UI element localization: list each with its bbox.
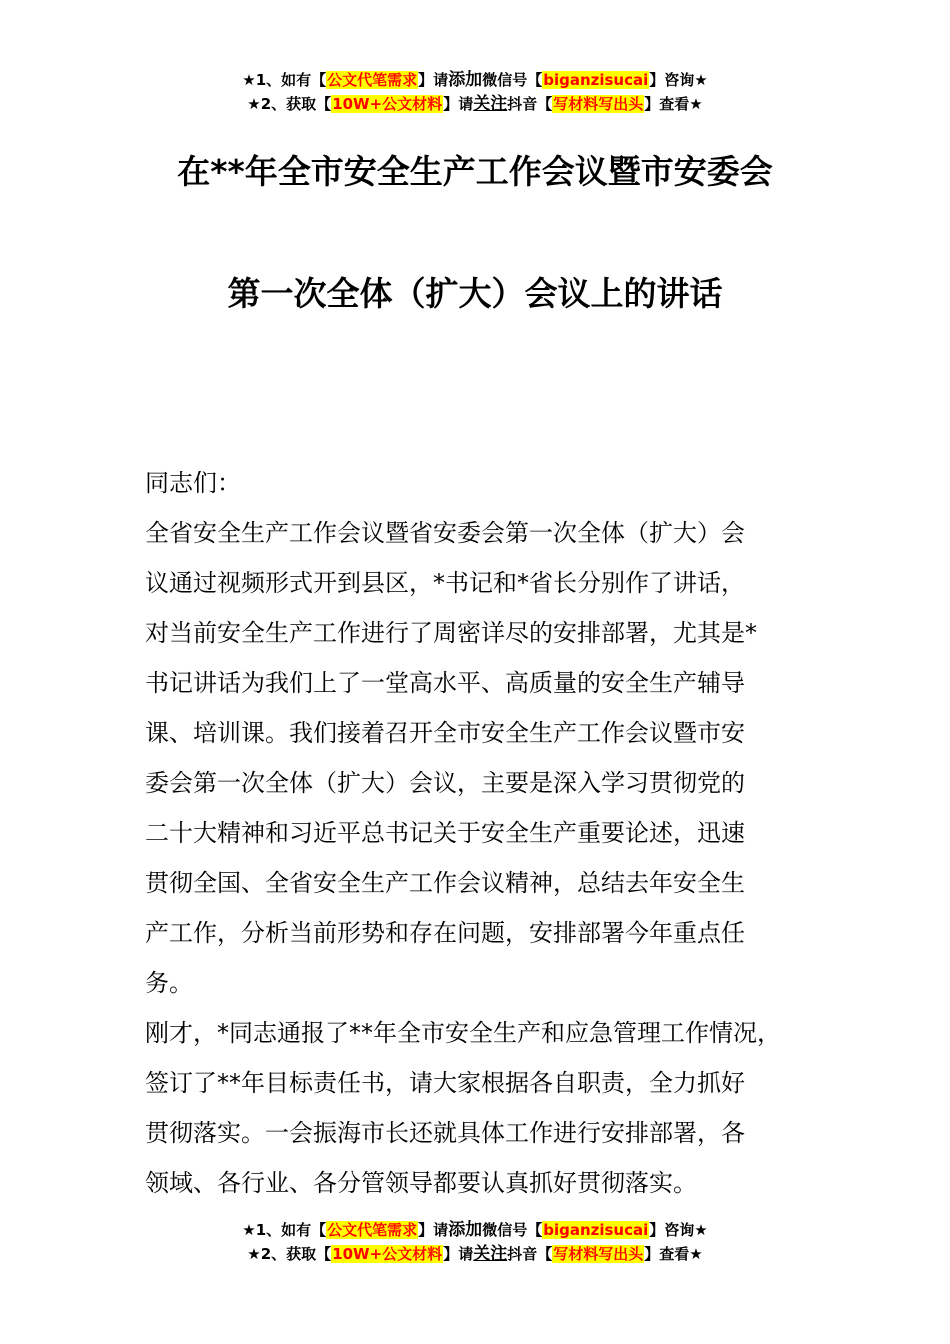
paragraph-line: 贯彻全国、全省安全生产工作会议精神，总结去年安全生 [145,869,745,897]
banner-text: 】咨询★ [649,1221,708,1239]
paragraph-line: 委会第一次全体（扩大）会议，主要是深入学习贯彻党的 [145,769,745,797]
paragraph-line: 课、培训课。我们接着召开全市安全生产工作会议暨市安 [145,719,745,747]
paragraph-line: 二十大精神和习近平总书记关于安全生产重要论述，迅速 [145,819,745,847]
banner-text: 抖音【 [507,95,553,113]
paragraph-line: 对当前安全生产工作进行了周密详尽的安排部署，尤其是* [145,619,757,647]
banner-highlight: 10W+公文材料 [332,95,443,113]
paragraph-line: 刚才，*同志通报了**年全市安全生产和应急管理工作情况， [145,1019,781,1047]
banner-highlight: 10W+公文材料 [332,1245,443,1263]
banner-text: 抖音【 [507,1245,553,1263]
header-banner [0,68,950,116]
banner-text: 】咨询★ [649,71,708,89]
document-title-line-1: 在**年全市安全生产工作会议暨市安委会 [177,152,773,191]
banner-emphasis: 关注 [473,94,508,114]
paragraph-line: 务。 [145,969,193,997]
banner-text: 微信号【 [482,1221,543,1239]
paragraph-line: 签订了**年目标责任书，请大家根据各自职责，全力抓好 [145,1069,745,1097]
paragraph-1 [145,508,835,1008]
banner-line-2 [0,1242,950,1266]
paragraph-2 [145,1008,835,1208]
banner-text: ★1、如有【 [242,71,327,89]
paragraph-line: 全省安全生产工作会议暨省安委会第一次全体（扩大）会 [145,519,745,547]
banner-emphasis: 关注 [473,1244,508,1264]
banner-wechat-id: biganzisucai [543,71,649,89]
document-title-line-2: 第一次全体（扩大）会议上的讲话 [227,274,723,313]
banner-highlight: 公文代笔需求 [327,1221,418,1239]
greeting-text: 同志们： [145,469,241,497]
banner-line-1 [0,1218,950,1242]
banner-highlight: 公文代笔需求 [327,71,418,89]
banner-douyin-account: 写材料写出头 [553,95,644,113]
banner-wechat-id: biganzisucai [543,1221,649,1239]
footer-banner [0,1218,950,1266]
banner-text: ★2、获取【 [247,95,332,113]
paragraph-line: 产工作，分析当前形势和存在问题，安排部署今年重点任 [145,919,745,947]
banner-text: ★2、获取【 [247,1245,332,1263]
greeting [145,458,835,508]
banner-emphasis: 添加 [448,1220,483,1240]
paragraph-line: 议通过视频形式开到县区，*书记和*省长分别作了讲话， [145,569,745,597]
banner-text: 】请 [418,1221,449,1239]
paragraph-line: 贯彻落实。一会振海市长还就具体工作进行安排部署，各 [145,1119,745,1147]
banner-text: 微信号【 [482,71,543,89]
banner-line-2 [0,92,950,116]
paragraph-line: 书记讲话为我们上了一堂高水平、高质量的安全生产辅导 [145,669,745,697]
banner-line-1 [0,68,950,92]
banner-text: 】请 [443,1245,474,1263]
banner-text: 】查看★ [644,1245,703,1263]
banner-text: 】查看★ [644,95,703,113]
banner-emphasis: 添加 [448,70,483,90]
banner-douyin-account: 写材料写出头 [553,1245,644,1263]
banner-text: 】请 [418,71,449,89]
paragraph-line: 领域、各行业、各分管领导都要认真抓好贯彻落实。 [145,1169,697,1197]
banner-text: ★1、如有【 [242,1221,327,1239]
banner-text: 】请 [443,95,474,113]
